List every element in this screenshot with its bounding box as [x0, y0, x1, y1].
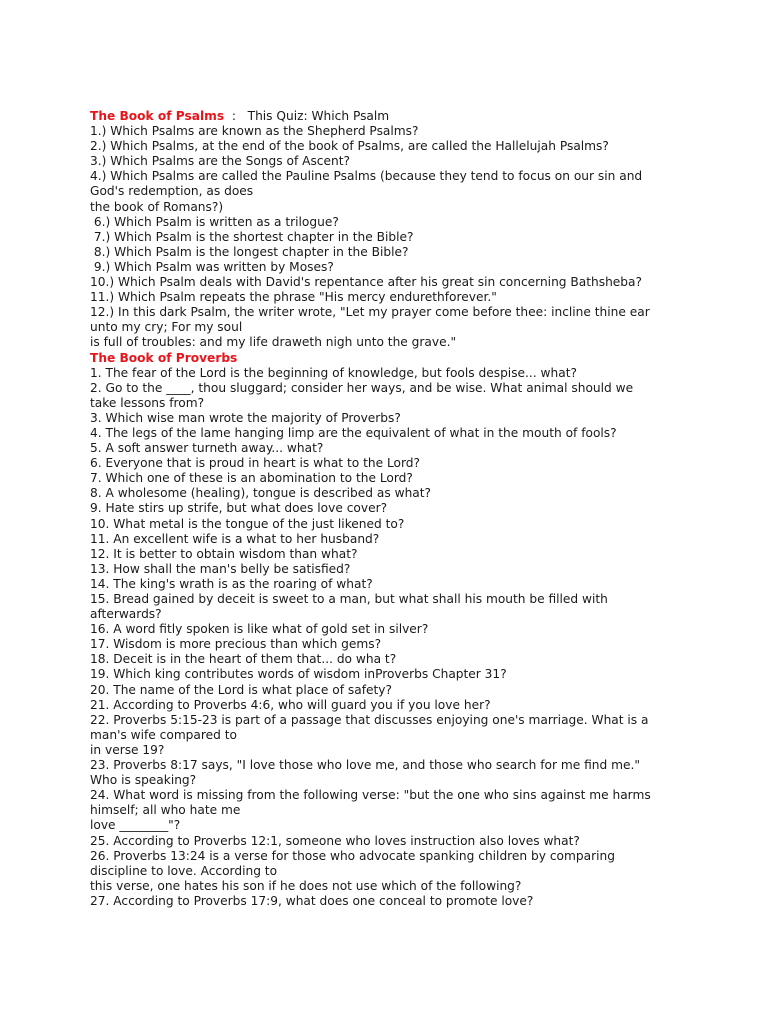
- psalms-line: the book of Romans?): [90, 199, 224, 214]
- psalms-line: 1.) Which Psalms are known as the Shepherd Psalms?: [90, 124, 419, 139]
- proverbs-line: in verse 19?: [90, 742, 165, 757]
- proverbs-line: himself; all who hate me: [90, 803, 241, 818]
- psalms-line: 3.) Which Psalms are the Songs of Ascent?: [90, 154, 350, 169]
- psalms-line: 2.) Which Psalms, at the end of the book of Psalms, are called the Hallelujah Psalms?: [90, 139, 609, 154]
- proverbs-section-title: The Book of Proverbs: [90, 350, 238, 365]
- psalms-line: 4.) Which Psalms are called the Pauline Psalms (because they tend to focus on our sin and: [90, 169, 643, 184]
- proverbs-line: 8. A wholesome (healing), tongue is described as what?: [90, 486, 432, 501]
- psalms-line: 11.) Which Psalm repeats the phrase "His mercy endurethforever.": [90, 290, 497, 305]
- psalms-line: God's redemption, as does: [90, 184, 254, 199]
- proverbs-line: Who is speaking?: [90, 773, 197, 788]
- proverbs-line: discipline to love. According to: [90, 863, 278, 878]
- proverbs-line: take lessons from?: [90, 395, 205, 410]
- proverbs-line: 4. The legs of the lame hanging limp are the equivalent of what in the mouth of fools?: [90, 425, 617, 440]
- proverbs-line: 19. Which king contributes words of wisdom inProverbs Chapter 31?: [90, 667, 507, 682]
- proverbs-line: 24. What word is missing from the following verse: "but the one who sins against me harms: [90, 788, 651, 803]
- psalms-quiz-subtitle: This Quiz: Which Psalm: [247, 109, 390, 123]
- proverbs-line: 27. According to Proverbs 17:9, what does one conceal to promote love?: [90, 893, 534, 908]
- proverbs-line: 11. An excellent wife is a what to her husband?: [90, 531, 380, 546]
- proverbs-line: 9. Hate stirs up strife, but what does love cover?: [90, 501, 388, 516]
- proverbs-line: 3. Which wise man wrote the majority of Proverbs?: [90, 410, 401, 425]
- psalms-line: 9.) Which Psalm was written by Moses?: [90, 259, 334, 274]
- proverbs-line: 14. The king's wrath is as the roaring of what?: [90, 576, 373, 591]
- proverbs-line: love ________"?: [90, 818, 181, 833]
- psalms-line: 8.) Which Psalm is the longest chapter in the Bible?: [90, 244, 409, 259]
- proverbs-line: afterwards?: [90, 607, 162, 622]
- proverbs-line: 22. Proverbs 5:15-23 is part of a passage that discusses enjoying one's marriage. What is a: [90, 712, 649, 727]
- proverbs-line: 23. Proverbs 8:17 says, "I love those who love me, and those who search for me find me.": [90, 758, 640, 773]
- psalms-line: 10.) Which Psalm deals with David's repentance after his great sin concerning Bathsheba?: [90, 275, 642, 290]
- proverbs-line: 12. It is better to obtain wisdom than what?: [90, 546, 358, 561]
- psalms-line: 7.) Which Psalm is the shortest chapter in the Bible?: [90, 229, 414, 244]
- proverbs-line: 21. According to Proverbs 4:6, who will guard you if you love her?: [90, 697, 491, 712]
- proverbs-line: man's wife compared to: [90, 727, 237, 742]
- proverbs-line: 16. A word fitly spoken is like what of gold set in silver?: [90, 622, 429, 637]
- proverbs-line: 26. Proverbs 13:24 is a verse for those who advocate spanking children by comparing: [90, 848, 615, 863]
- psalms-line: 12.) In this dark Psalm, the writer wrote, "Let my prayer come before thee: incline thine ear: [90, 305, 650, 320]
- proverbs-line: 10. What metal is the tongue of the just likened to?: [90, 516, 405, 531]
- proverbs-line: 2. Go to the ____, thou sluggard; consider her ways, and be wise. What animal should we: [90, 380, 634, 395]
- proverbs-line: 18. Deceit is in the heart of them that... do wha t?: [90, 652, 397, 667]
- proverbs-line: 6. Everyone that is proud in heart is what to the Lord?: [90, 456, 420, 471]
- proverbs-line: 13. How shall the man's belly be satisfied?: [90, 561, 351, 576]
- psalms-title-separator: :: [224, 109, 248, 123]
- proverbs-line: 25. According to Proverbs 12:1, someone who loves instruction also loves what?: [90, 833, 580, 848]
- psalms-line: 6.) Which Psalm is written as a trilogue?: [90, 214, 339, 229]
- proverbs-line: 20. The name of the Lord is what place of safety?: [90, 682, 392, 697]
- proverbs-line: 17. Wisdom is more precious than which gems?: [90, 637, 382, 652]
- psalms-section-title: The Book of Psalms: [90, 109, 225, 123]
- psalms-heading-row: [90, 109, 680, 124]
- psalms-line: is full of troubles: and my life draweth nigh unto the grave.": [90, 335, 457, 350]
- psalms-line: unto my cry; For my soul: [90, 320, 243, 335]
- proverbs-line: 7. Which one of these is an abomination to the Lord?: [90, 471, 413, 486]
- proverbs-line: 1. The fear of the Lord is the beginning of knowledge, but fools despise... what?: [90, 365, 577, 380]
- document-content: [90, 109, 680, 909]
- proverbs-line: 15. Bread gained by deceit is sweet to a man, but what shall his mouth be filled with: [90, 592, 608, 606]
- proverbs-line: this verse, one hates his son if he does not use which of the following?: [90, 878, 522, 893]
- proverbs-line: 5. A soft answer turneth away... what?: [90, 441, 324, 456]
